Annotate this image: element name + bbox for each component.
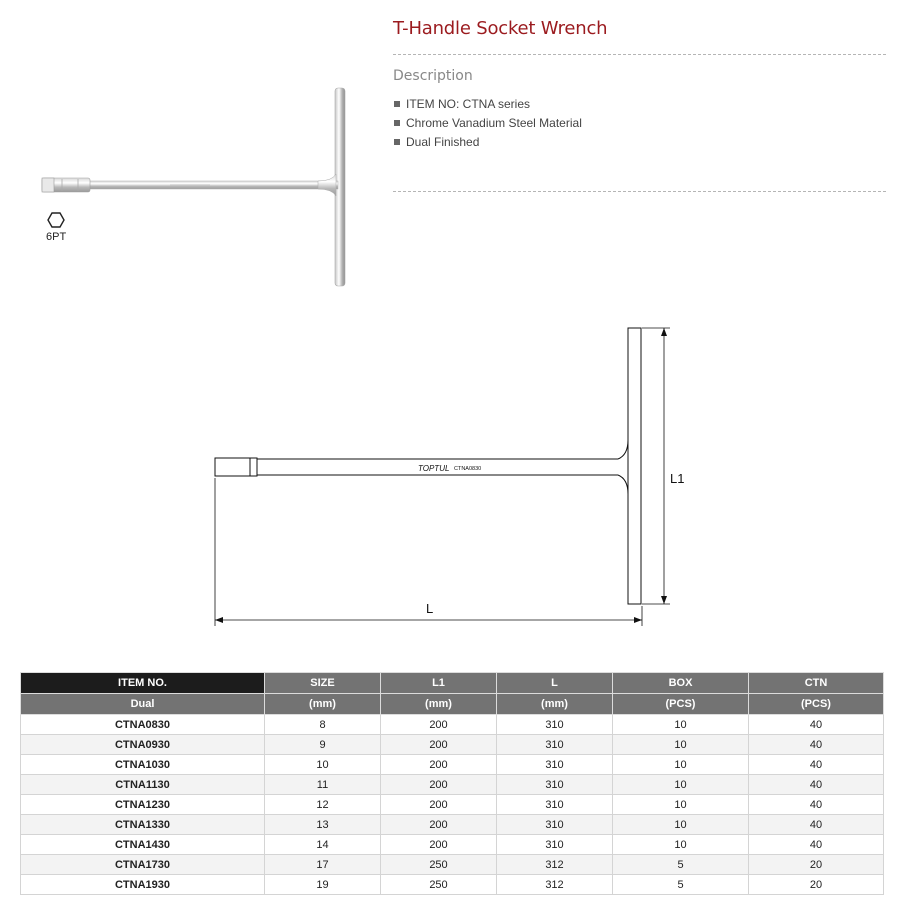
dimension-drawing	[200, 320, 700, 640]
cell-ctn: 40	[749, 775, 884, 795]
hex-socket-icon	[47, 212, 65, 228]
cell-l: 310	[497, 775, 613, 795]
cell-item: CTNA1930	[21, 875, 265, 895]
dimension-l-label: L	[426, 601, 434, 616]
cell-l1: 200	[381, 815, 497, 835]
cell-l: 310	[497, 835, 613, 855]
socket-type-label: 6PT	[46, 231, 67, 243]
cell-ctn: 20	[749, 875, 884, 895]
description-heading: Description	[393, 68, 473, 84]
table-row	[21, 775, 884, 795]
brand-mark: TOPTUL	[418, 464, 450, 473]
table-row	[21, 815, 884, 835]
feature-item	[393, 97, 582, 116]
product-title: T-Handle Socket Wrench	[393, 18, 608, 39]
col-header-ctn: CTN	[749, 673, 884, 694]
cell-box: 10	[613, 775, 749, 795]
cell-box: 10	[613, 755, 749, 775]
table-row	[21, 875, 884, 895]
col-header-finish: Dual	[21, 694, 265, 715]
feature-text: ITEM NO: CTNA series	[406, 97, 531, 111]
cell-item: CTNA0830	[21, 715, 265, 735]
cell-ctn: 40	[749, 815, 884, 835]
cell-l: 310	[497, 795, 613, 815]
col-header-l: L	[497, 673, 613, 694]
cell-ctn: 40	[749, 795, 884, 815]
cell-item: CTNA1030	[21, 755, 265, 775]
feature-item	[393, 116, 582, 135]
cell-l1: 200	[381, 775, 497, 795]
title-divider	[393, 54, 886, 55]
description-divider	[393, 191, 886, 192]
cell-size: 12	[265, 795, 381, 815]
cell-item: CTNA0930	[21, 735, 265, 755]
cell-box: 10	[613, 735, 749, 755]
cell-ctn: 40	[749, 715, 884, 735]
cell-size: 11	[265, 775, 381, 795]
cell-item: CTNA1730	[21, 855, 265, 875]
col-header-box: BOX	[613, 673, 749, 694]
feature-item	[393, 135, 582, 154]
cell-l: 310	[497, 715, 613, 735]
feature-text: Chrome Vanadium Steel Material	[406, 116, 582, 130]
col-header-item: ITEM NO.	[21, 673, 265, 694]
cell-l1: 250	[381, 875, 497, 895]
cell-size: 19	[265, 875, 381, 895]
col-unit-ctn: (PCS)	[749, 694, 884, 715]
col-header-l1: L1	[381, 673, 497, 694]
cell-l: 310	[497, 815, 613, 835]
cell-l1: 200	[381, 755, 497, 775]
cell-l: 310	[497, 735, 613, 755]
cell-l1: 200	[381, 735, 497, 755]
cell-size: 10	[265, 755, 381, 775]
cell-l1: 200	[381, 715, 497, 735]
product-photo	[0, 80, 380, 295]
cell-ctn: 40	[749, 735, 884, 755]
cell-size: 13	[265, 815, 381, 835]
cell-ctn: 40	[749, 755, 884, 775]
col-unit-l: (mm)	[497, 694, 613, 715]
cell-l: 310	[497, 755, 613, 775]
col-header-size: SIZE	[265, 673, 381, 694]
cell-size: 17	[265, 855, 381, 875]
cell-box: 5	[613, 855, 749, 875]
col-unit-l1: (mm)	[381, 694, 497, 715]
table-row	[21, 755, 884, 775]
cell-size: 8	[265, 715, 381, 735]
wrench-photo-icon	[42, 88, 345, 286]
cell-item: CTNA1230	[21, 795, 265, 815]
cell-l1: 250	[381, 855, 497, 875]
cell-l1: 200	[381, 835, 497, 855]
cell-box: 10	[613, 815, 749, 835]
cell-box: 10	[613, 835, 749, 855]
cell-box: 10	[613, 795, 749, 815]
cell-l: 312	[497, 875, 613, 895]
cell-ctn: 40	[749, 835, 884, 855]
bullet-icon	[394, 120, 400, 126]
cell-item: CTNA1330	[21, 815, 265, 835]
table-row	[21, 795, 884, 815]
cell-l: 312	[497, 855, 613, 875]
cell-l1: 200	[381, 795, 497, 815]
table-row	[21, 835, 884, 855]
cell-ctn: 20	[749, 855, 884, 875]
feature-list	[393, 97, 582, 154]
feature-text: Dual Finished	[406, 135, 480, 149]
bullet-icon	[394, 139, 400, 145]
table-row	[21, 735, 884, 755]
spec-table	[20, 672, 884, 895]
cell-box: 5	[613, 875, 749, 895]
table-row	[21, 855, 884, 875]
col-unit-size: (mm)	[265, 694, 381, 715]
bullet-icon	[394, 101, 400, 107]
cell-item: CTNA1130	[21, 775, 265, 795]
cell-size: 9	[265, 735, 381, 755]
cell-box: 10	[613, 715, 749, 735]
engraved-item-label: CTNA0830	[454, 466, 482, 472]
table-row	[21, 715, 884, 735]
cell-item: CTNA1430	[21, 835, 265, 855]
col-unit-box: (PCS)	[613, 694, 749, 715]
cell-size: 14	[265, 835, 381, 855]
dimension-l1-label: L1	[670, 471, 685, 486]
